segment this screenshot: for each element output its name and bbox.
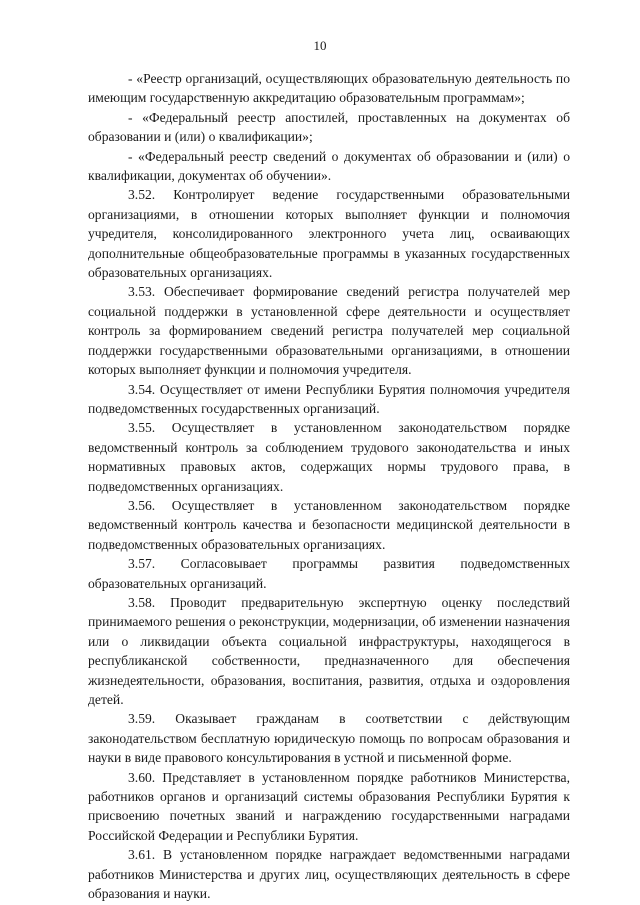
paragraph-3-59: 3.59. Оказывает гражданам в соответствии с действующим законодательством бесплатную юридическую помощь по вопросам образования и науки в виде правового консультирования в устной и письменной форме. xyxy=(88,711,570,766)
paragraph-3-60: 3.60. Представляет в установленном порядке работников Министерства, работников органов и организаций системы образования Республики Бурятия к присвоению почетных званий и награждению государственными наградами Российской Федерации и Республики Бурятия. xyxy=(88,769,570,843)
document-body xyxy=(88,69,570,903)
paragraph-registry-organizations: - «Реестр организаций, осуществляющих образовательную деятельность по имеющим государственную аккредитацию образовательным программам»; xyxy=(88,71,570,106)
paragraph-registry-documents: - «Федеральный реестр сведений о документах об образовании и (или) о квалификации, документах об обучении». xyxy=(88,148,570,184)
paragraph-3-57: 3.57. Согласовывает программы развития подведомственных образовательных организаций. xyxy=(88,556,570,591)
paragraph-3-53: 3.53. Обеспечивает формирование сведений регистра получателей мер социальной поддержки в установленной сфере деятельности и осуществляет контроль за формированием сведений регистра получателей мер социальной поддержки государственными образовательными организациями, в отношении которых выполняет функции и полномочия учредителя. xyxy=(88,284,570,378)
paragraph-3-54: 3.54. Осуществляет от имени Республики Бурятия полномочия учредителя подведомственных государственных организаций. xyxy=(88,381,570,416)
paragraph-registry-apostilles: - «Федеральный реестр апостилей, проставленных на документах об образовании и (или) о квалификации»; xyxy=(88,109,570,145)
paragraph-3-52: 3.52. Контролирует ведение государственными образовательными организациями, в отношении которых выполняет функции и полномочия учредителя, консолидированного электронного учета лиц, осваивающих дополнительные общеобразовательные программы в указанных государственных образовательных организациях. xyxy=(88,187,570,281)
paragraph-3-61: 3.61. В установленном порядке награждает ведомственными наградами работников Министерства и других лиц, осуществляющих деятельность в сфере образования и науки. xyxy=(88,847,570,902)
paragraph-3-55: 3.55. Осуществляет в установленном законодательством порядке ведомственный контроль за соблюдением трудового законодательства и иных нормативных правовых актов, содержащих нормы трудового права, в подведомственных организациях. xyxy=(88,420,570,494)
paragraph-3-58: 3.58. Проводит предварительную экспертную оценку последствий принимаемого решения о реконструкции, модернизации, об изменении назначения или о ликвидации объекта социальной инфраструктуры, находящегося в республиканской собственности, предназначенного для обеспечения жизнедеятельности, образования, воспитания, развития, отдыха и оздоровления детей. xyxy=(88,594,570,707)
paragraph-3-56: 3.56. Осуществляет в установленном законодательством порядке ведомственный контроль качества и безопасности медицинской деятельности в подведомственных образовательных организациях. xyxy=(88,497,570,552)
page-number: 10 xyxy=(313,38,327,53)
